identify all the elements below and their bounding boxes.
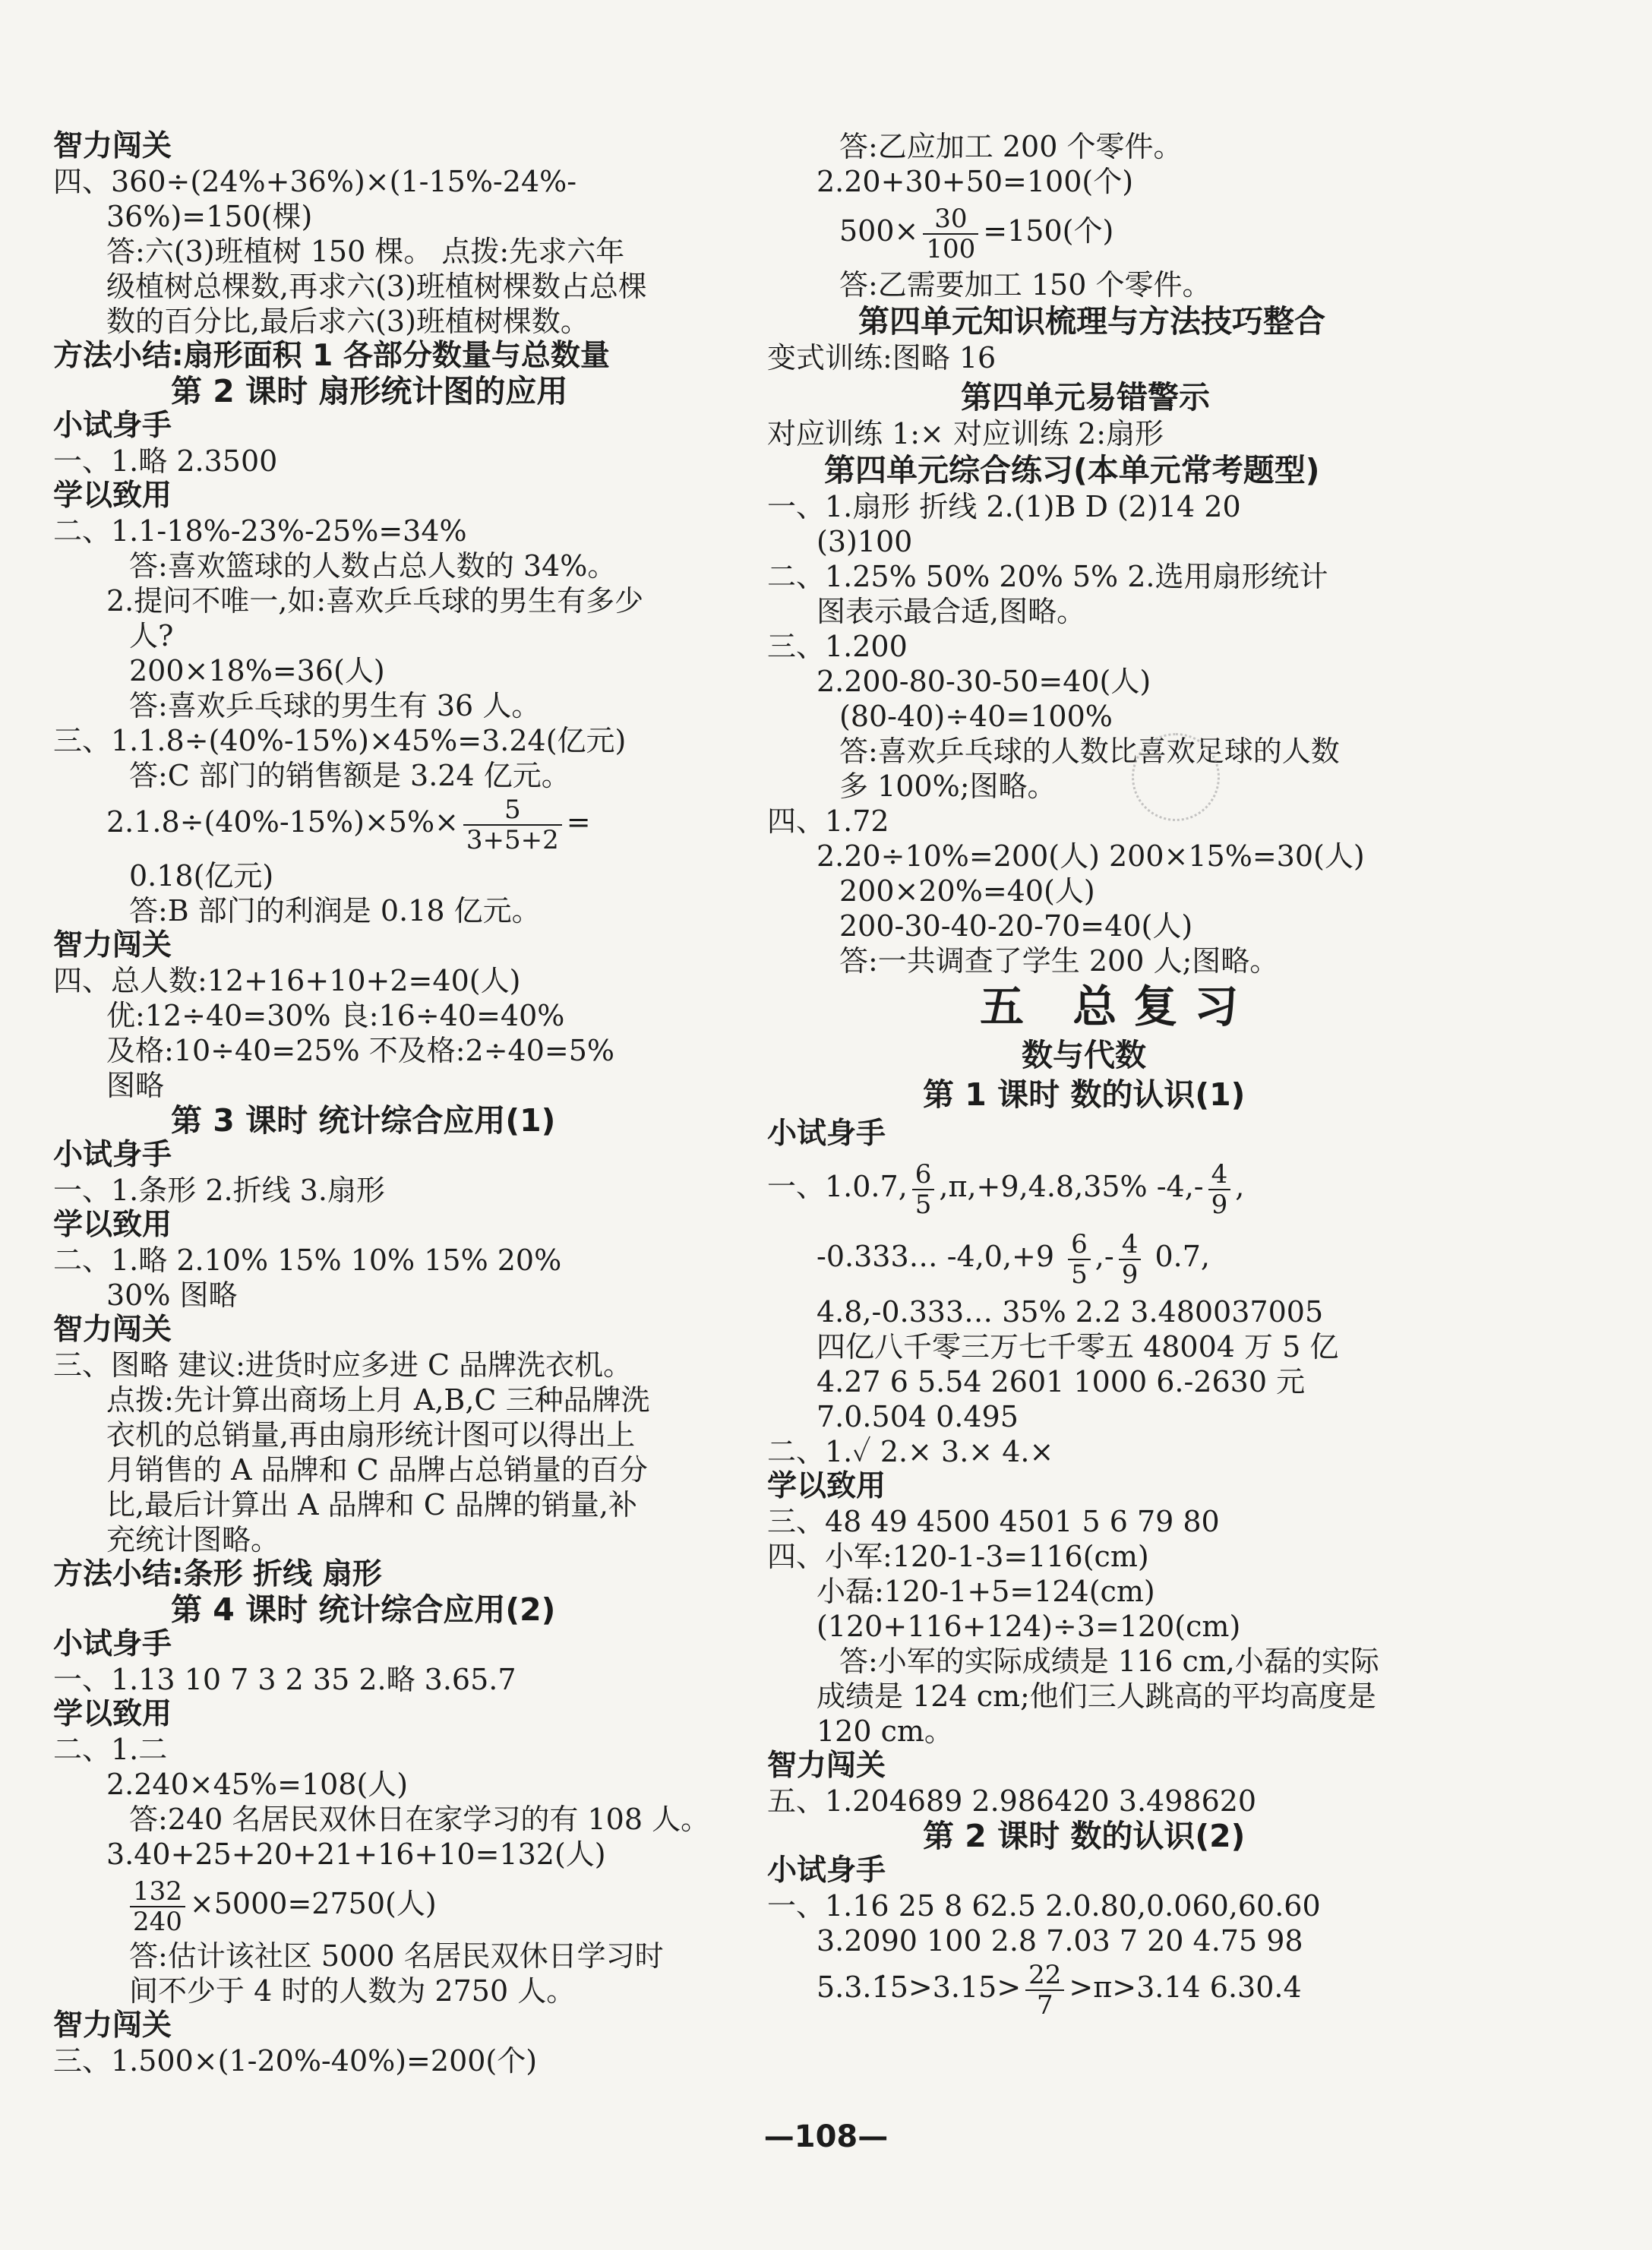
- text-line: 三、1.1.8÷(40%-15%)×45%=3.24(亿元): [53, 724, 627, 757]
- text-line: 一、1.略 2.3500: [53, 444, 278, 478]
- text-line: 级植树总棵数,再求六(3)班植树棵数占总棵: [106, 270, 647, 303]
- text-line: 答:六(3)班植树 150 棵。 点拨:先求六年: [106, 235, 625, 268]
- lesson-title: 第 4 课时 统计综合应用(2): [171, 1591, 556, 1628]
- section-heading: 小试身手: [53, 1138, 172, 1172]
- text-line: (120+116+124)÷3=120(cm): [817, 1610, 1241, 1643]
- fraction: $\frac{4}{9}$: [1208, 1160, 1231, 1219]
- text-line: 二、1.二: [53, 1733, 168, 1766]
- section-heading: 智力闯关: [53, 928, 172, 962]
- text-line: 月销售的 A 品牌和 C 品牌占总销量的百分: [106, 1453, 648, 1487]
- text-line: 0.18(亿元): [129, 859, 274, 893]
- page-number: —108—: [763, 2119, 889, 2154]
- text-line: 二、1.25% 50% 20% 5% 2.选用扇形统计: [767, 560, 1328, 593]
- unit-title: 第四单元综合练习(本单元常考题型): [824, 452, 1320, 488]
- method-summary: 方法小结:条形 折线 扇形: [53, 1557, 382, 1591]
- section-title: 数与代数: [1022, 1037, 1146, 1073]
- text-line: 小磊:120-1+5=124(cm): [817, 1575, 1155, 1608]
- formula-line: 2.1.8÷(40%-15%)×5%× $\frac{5}{3+5+2}$ =: [106, 794, 591, 855]
- text-line: 7.0.504 0.495: [817, 1400, 1019, 1433]
- text-line: 三、1.200: [767, 630, 908, 663]
- text-line: (80-40)÷40=100%: [839, 700, 1113, 733]
- fraction: $\frac{22}{7}$: [1025, 1961, 1064, 2020]
- text-line: 四亿八千零三万七千零五 48004 万 5 亿: [817, 1330, 1339, 1364]
- text-line: 及格:10÷40=25% 不及格:2÷40=5%: [106, 1034, 615, 1067]
- fraction: $\frac{6}{5}$: [1068, 1230, 1091, 1289]
- section-heading: 智力闯关: [767, 1749, 886, 1783]
- text-line: 五、1.204689 2.986420 3.498620: [767, 1784, 1257, 1818]
- text-line: 答:估计该社区 5000 名居民双休日学习时: [129, 1939, 664, 1973]
- text-line: 3.2090 100 2.8 7.03 7 20 4.75 98: [817, 1924, 1303, 1958]
- unit-title: 第四单元易错警示: [961, 379, 1210, 416]
- text-line: 答:240 名居民双休日在家学习的有 108 人。: [129, 1803, 710, 1836]
- text-line: 四、小军:120-1-3=116(cm): [767, 1540, 1149, 1573]
- section-heading: 小试身手: [53, 1627, 172, 1661]
- text-line: 200×18%=36(人): [129, 654, 385, 687]
- text-line: 3.40+25+20+21+16+10=132(人): [106, 1838, 606, 1871]
- text-line: 答:B 部门的利润是 0.18 亿元。: [129, 894, 541, 927]
- text-line: 2.20÷10%=200(人) 200×15%=30(人): [817, 839, 1365, 873]
- text-line: 答:乙需要加工 150 个零件。: [839, 268, 1211, 302]
- text-line: 人?: [129, 619, 174, 653]
- section-heading: 学以致用: [53, 1697, 172, 1731]
- text-line: 一、1.13 10 7 3 2 35 2.略 3.65.7: [53, 1663, 516, 1696]
- lesson-title: 第 2 课时 数的认识(2): [923, 1818, 1246, 1854]
- fraction: $\frac{6}{5}$: [912, 1160, 935, 1219]
- text-line: 三、图略 建议:进货时应多进 C 品牌洗衣机。: [53, 1348, 633, 1382]
- text-line: 优:12÷40=30% 良:16÷40=40%: [106, 999, 565, 1032]
- text-line: 答:一共调查了学生 200 人;图略。: [839, 944, 1279, 978]
- fraction: $\frac{4}{9}$: [1119, 1230, 1142, 1289]
- text-line: 数的百分比,最后求六(3)班植树棵数。: [106, 305, 589, 338]
- text-line: 四、总人数:12+16+10+2=40(人): [53, 964, 521, 997]
- text-line: 四、360÷(24%+36%)×(1-15%-24%-: [53, 165, 577, 198]
- text-line: 答:喜欢篮球的人数占总人数的 34%。: [129, 549, 617, 583]
- method-summary: 方法小结:扇形面积 1 各部分数量与总数量: [53, 339, 610, 373]
- section-heading: 学以致用: [53, 479, 172, 513]
- text-line: 二、1.1-18%-23%-25%=34%: [53, 514, 467, 548]
- fraction: $\frac{132}{240}$: [130, 1877, 185, 1936]
- text-line: 200-30-40-20-70=40(人): [839, 909, 1193, 943]
- lesson-title: 第 1 课时 数的认识(1): [923, 1076, 1246, 1113]
- text-line: 一、1.扇形 折线 2.(1)B D (2)14 20: [767, 490, 1241, 523]
- text-line: 30% 图略: [106, 1278, 238, 1312]
- text-line: 对应训练 1:× 对应训练 2:扇形: [767, 417, 1164, 450]
- text-line: 充统计图略。: [106, 1523, 280, 1556]
- text-line: 2.240×45%=108(人): [106, 1768, 409, 1801]
- unit-title: 第四单元知识梳理与方法技巧整合: [858, 303, 1325, 340]
- text-line: 答:C 部门的销售额是 3.24 亿元。: [129, 759, 570, 792]
- chapter-title: 五 总复习: [980, 981, 1256, 1032]
- lesson-title: 第 2 课时 扇形统计图的应用: [171, 373, 568, 409]
- text-line: 三、48 49 4500 4501 5 6 79 80: [767, 1505, 1220, 1538]
- section-heading: 智力闯关: [53, 129, 172, 163]
- fraction: $\frac{5}{3+5+2}$: [463, 795, 562, 855]
- text-line: 成绩是 124 cm;他们三人跳高的平均高度是: [817, 1680, 1376, 1713]
- section-heading: 小试身手: [767, 1117, 886, 1151]
- text-line: 答:喜欢乒乓球的男生有 36 人。: [129, 689, 541, 722]
- text-line: 图表示最合适,图略。: [817, 595, 1086, 628]
- formula-line: 一、1.0.7, $\frac{6}{5}$ ,π,+9,4.8,35% -4,- $\frac{4}{9}$ ,: [767, 1158, 1245, 1220]
- watermark-stamp: [1132, 733, 1220, 821]
- section-heading: 智力闯关: [53, 1313, 172, 1347]
- text-line: 答:小军的实际成绩是 116 cm,小磊的实际: [839, 1645, 1379, 1678]
- section-heading: 学以致用: [53, 1208, 172, 1242]
- formula-line: -0.333… -4,0,+9 $\frac{6}{5}$ ,- $\frac{4}{9}$ 0.7,: [817, 1228, 1210, 1290]
- text-line: 二、1.略 2.10% 15% 10% 15% 20%: [53, 1244, 562, 1277]
- text-line: 答:乙应加工 200 个零件。: [839, 130, 1183, 163]
- text-line: 2.提问不唯一,如:喜欢乒乓球的男生有多少: [106, 584, 644, 618]
- text-line: 一、1.16 25 8 62.5 2.0.80,0.060,60.60: [767, 1889, 1321, 1923]
- section-heading: 小试身手: [767, 1853, 886, 1888]
- text-line: (3)100: [817, 525, 913, 558]
- text-line: 4.8,-0.333… 35% 2.2 3.480037005: [817, 1295, 1324, 1329]
- text-line: 变式训练:图略 16: [767, 341, 997, 374]
- fraction: $\frac{30}{100}$: [923, 204, 978, 264]
- text-line: 120 cm。: [817, 1714, 953, 1748]
- section-heading: 学以致用: [767, 1469, 886, 1503]
- formula-line: $\frac{132}{240}$ ×5000=2750(人): [125, 1872, 437, 1936]
- lesson-title: 第 3 课时 统计综合应用(1): [171, 1102, 556, 1139]
- formula-line: 500× $\frac{30}{100}$ =150(个): [839, 203, 1114, 264]
- section-heading: 小试身手: [53, 409, 172, 443]
- text-line: 四、1.72: [767, 804, 889, 838]
- text-line: 图略: [106, 1069, 165, 1102]
- text-line: 点拨:先计算出商场上月 A,B,C 三种品牌洗: [106, 1383, 650, 1417]
- text-line: 三、1.500×(1-20%-40%)=200(个): [53, 2044, 538, 2078]
- text-line: 36%)=150(棵): [106, 200, 313, 233]
- text-line: 4.27 6 5.54 2601 1000 6.-2630 元: [817, 1365, 1306, 1398]
- text-line: 多 100%;图略。: [839, 769, 1057, 803]
- formula-line: 5.3.1̇5>3.15> $\frac{22}{7}$ >π>3.14 6.30.4: [817, 1959, 1302, 2021]
- text-line: 答:喜欢乒乓球的人数比喜欢足球的人数: [839, 735, 1340, 768]
- text-line: 衣机的总销量,再由扇形统计图可以得出上: [106, 1418, 636, 1452]
- text-line: 比,最后计算出 A 品牌和 C 品牌的销量,补: [106, 1488, 637, 1522]
- text-line: 2.20+30+50=100(个): [817, 165, 1134, 198]
- text-line: 2.200-80-30-50=40(人): [817, 665, 1151, 698]
- text-line: 二、1.✓ 2.× 3.× 4.×: [767, 1435, 1054, 1468]
- text-line: 一、1.条形 2.折线 3.扇形: [53, 1174, 385, 1207]
- text-line: 200×20%=40(人): [839, 874, 1095, 908]
- text-line: 间不少于 4 时的人数为 2750 人。: [129, 1974, 576, 2008]
- section-heading: 智力闯关: [53, 2008, 172, 2043]
